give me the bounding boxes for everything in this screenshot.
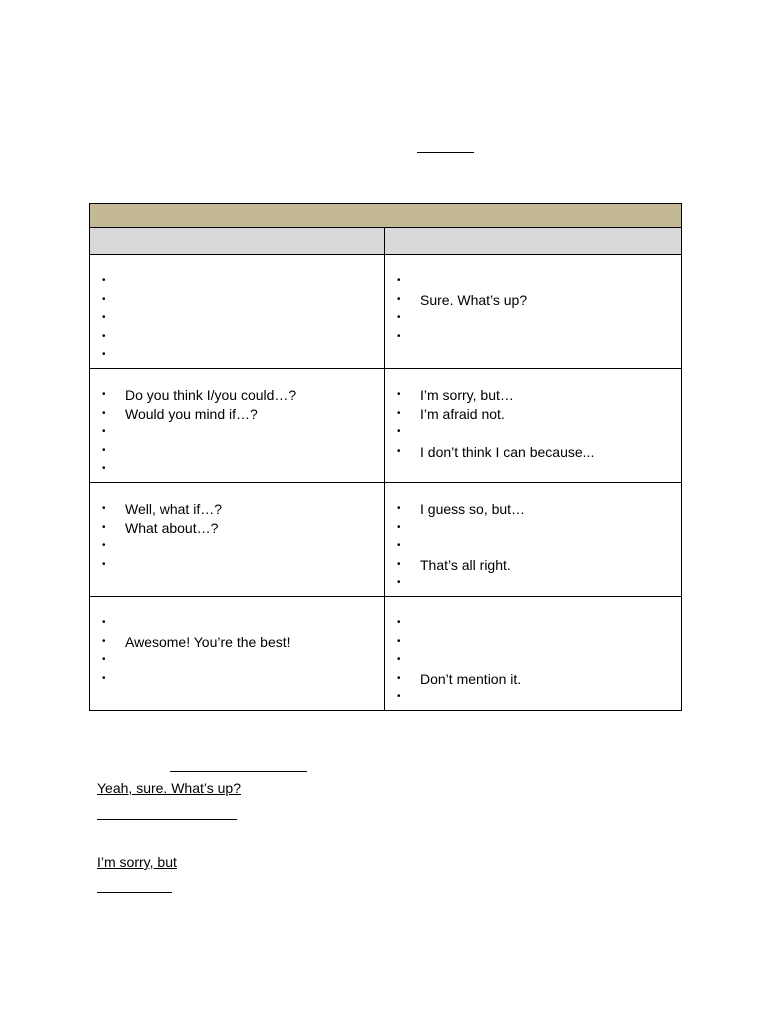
list-item	[385, 633, 681, 652]
list-item	[90, 537, 384, 556]
title-blank-line	[417, 152, 474, 153]
list-item: • Don’t mention it.	[385, 670, 681, 689]
list-item	[385, 651, 681, 670]
bullet-list	[385, 483, 681, 593]
table-row	[90, 597, 682, 711]
header-right	[385, 228, 682, 255]
list-item	[385, 272, 681, 291]
list-item	[385, 519, 681, 538]
list-item: • Awesome! You’re the best!	[90, 633, 384, 652]
row-4-left-cell	[90, 597, 385, 711]
table-banner-row	[90, 204, 682, 228]
list-item	[385, 537, 681, 556]
list-item	[385, 423, 681, 442]
list-item	[385, 688, 681, 707]
list-item	[90, 442, 384, 461]
list-item	[90, 670, 384, 689]
dialogue-blank-line-1	[170, 771, 307, 772]
bullet-list	[90, 369, 384, 479]
dialogue-reply-2: I’m sorry, but	[97, 854, 177, 870]
bullet-list	[385, 255, 681, 346]
list-item: • What about…?	[90, 519, 384, 538]
row-1-left-cell	[90, 255, 385, 369]
row-3-left-cell	[90, 483, 385, 597]
dialogue-blank-line-2	[97, 819, 237, 820]
list-item	[385, 574, 681, 593]
table-row	[90, 255, 682, 369]
table-header-row	[90, 228, 682, 255]
header-left	[90, 228, 385, 255]
row-3-right-cell	[385, 483, 682, 597]
list-item: • Do you think I/you could…?	[90, 386, 384, 405]
list-item	[385, 614, 681, 633]
bullet-list	[90, 483, 384, 574]
list-item	[90, 272, 384, 291]
row-2-left-cell	[90, 369, 385, 483]
list-item: • I’m afraid not.	[385, 405, 681, 424]
list-item: • Would you mind if…?	[90, 405, 384, 424]
list-item: • Well, what if…?	[90, 500, 384, 519]
list-item	[90, 556, 384, 575]
phrase-table	[89, 203, 682, 711]
row-4-right-cell	[385, 597, 682, 711]
list-item: • I don’t think I can because...	[385, 443, 681, 462]
list-item	[90, 423, 384, 442]
list-item: • That’s all right.	[385, 556, 681, 575]
bullet-list	[90, 255, 384, 365]
list-item	[90, 346, 384, 365]
bullet-list	[385, 597, 681, 707]
list-item	[90, 460, 384, 479]
row-1-right-cell	[385, 255, 682, 369]
list-item	[90, 651, 384, 670]
list-item	[90, 291, 384, 310]
table-row	[90, 369, 682, 483]
dialogue-blank-line-3	[97, 892, 172, 893]
list-item	[90, 309, 384, 328]
row-2-right-cell	[385, 369, 682, 483]
list-item: • Sure. What’s up?	[385, 291, 681, 310]
list-item	[385, 328, 681, 347]
list-item: • I’m sorry, but…	[385, 386, 681, 405]
list-item	[90, 328, 384, 347]
table-row	[90, 483, 682, 597]
list-item	[385, 309, 681, 328]
list-item: • I guess so, but…	[385, 500, 681, 519]
table-banner	[90, 204, 682, 228]
bullet-list	[90, 597, 384, 688]
bullet-list	[385, 369, 681, 461]
list-item	[90, 614, 384, 633]
dialogue-reply-1: Yeah, sure. What’s up?	[97, 780, 241, 796]
